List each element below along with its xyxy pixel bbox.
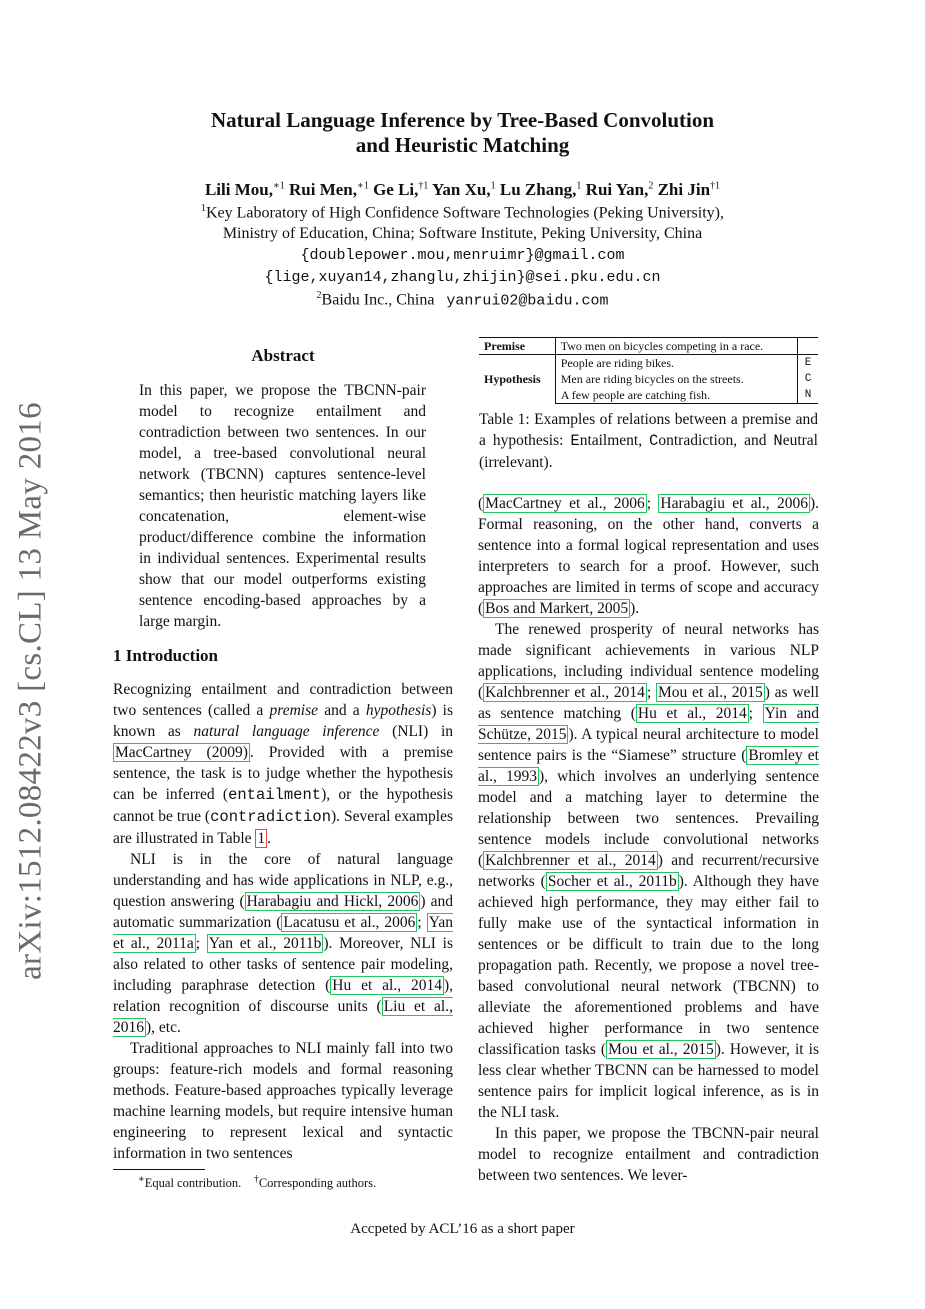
citation-link[interactable]: Lacatusu et al., 2006 bbox=[283, 914, 416, 931]
table-caption: Table 1: Examples of relations between a premise and a hypothesis: Entailment, Contradiction, and Neutral (irrelevant). bbox=[479, 411, 818, 471]
table-reference-link[interactable]: 1 bbox=[257, 830, 266, 847]
right-column-body bbox=[478, 493, 819, 1186]
premise-cell: Two men on bicycles competing in a race. bbox=[555, 338, 797, 355]
author: Lili Mou,$^{∗1}$ bbox=[204, 180, 285, 199]
citation-link[interactable]: Yan et al., 2011b bbox=[208, 935, 322, 952]
citation-link[interactable]: Harabagiu and Hickl, 2006 bbox=[246, 893, 419, 910]
paragraph: The renewed prosperity of neural networks has made significant achievements in various NLP applications, including individual sentence modeling ( Kalchbrenner et al., 2014 ; Mou et al., 2015 ) as well as sentence matching ( Hu et al., 2014 ; Yin and Schütze, 2015 ). A typical neural architecture to model sentence pairs is the “Siamese” structure ( Bromley et al., 1993 ), which involves an underlying sentence model and a matching layer to determine the relationship between two sentences. Prevailing sentence models include convolutional networks ( Kalchbrenner et al., 2014 ) and recurrent/recursive networks ( Socher et al., 2011b ). Although they have achieved high performance, they may either fail to fully make use of the syntactical information in sentences or be difficult to train due to the long propagation path. Recently, we propose a novel tree-based convolutional neural network (TBCNN) to alleviate the aforementioned problems and have achieved higher performance in two sentence classification tasks ( Mou et al., 2015 ). However, it is less clear whether TBCNN can be harnessed to model sentence pairs for implicit logical inference, as is in the NLI task. bbox=[478, 621, 820, 1121]
author: Zhi Jin$^{\dagger 1}$ bbox=[657, 180, 721, 199]
email-line-2: {lige,xuyan14,zhanglu,zhijin}@sei.pku.edu.cn bbox=[264, 269, 661, 286]
paper-title bbox=[0, 108, 925, 158]
citation-link[interactable]: MacCartney et al., 2006 bbox=[485, 495, 645, 512]
arxiv-stamp-text: arXiv:1512.08422v3 [cs.CL] 13 May 2016 bbox=[12, 401, 49, 980]
citation-link[interactable]: MacCartney (2009) bbox=[115, 744, 248, 761]
footnote: ∗Equal contribution. †Corresponding authors. bbox=[138, 1174, 377, 1191]
email-line-1: {doublepower.mou,menruimr}@gmail.com bbox=[300, 247, 625, 264]
affiliation-line-1: $^1$Key Laboratory of High Confidence Software Technologies (Peking University), bbox=[200, 203, 724, 222]
author-list bbox=[0, 180, 925, 200]
hypothesis-label: Hypothesis bbox=[479, 355, 555, 404]
citation-link[interactable]: Hu et al., 2014 bbox=[637, 705, 747, 722]
title-line-2: and Heuristic Matching bbox=[355, 133, 570, 157]
footnote-rule bbox=[113, 1169, 205, 1170]
affiliation-line-3: $^2$Baidu Inc., China yanrui02@baidu.com bbox=[316, 290, 609, 310]
citation-link[interactable]: Yan et al., 2011a bbox=[113, 914, 453, 952]
title-line-1: Natural Language Inference by Tree-Based Convolution bbox=[210, 108, 715, 132]
citation-link[interactable]: Kalchbrenner et al., 2014 bbox=[485, 852, 656, 869]
author: Rui Yan,$^2$ bbox=[585, 180, 654, 199]
author: Lu Zhang,$^1$ bbox=[499, 180, 582, 199]
abstract-heading: Abstract bbox=[251, 346, 315, 365]
arxiv-stamp bbox=[2, 398, 60, 983]
relation-code: E bbox=[798, 355, 819, 372]
paragraph: Recognizing entailment and contradiction between two sentences (called a premise and a hypothesis) is known as natural language inference (NLI) in MacCartney (2009) . Provided with a premise sentence, the task is to judge whether the hypothesis can be inferred (entailment), or the hypothesis cannot be true (contradiction). Several examples are illustrated in Table 1 . bbox=[113, 681, 454, 847]
paragraph: ( MacCartney et al., 2006 ; Harabagiu et al., 2006 ). Formal reasoning, on the other hand, converts a sentence into a formal logical representation and uses interpreters to search for a proof. However, such approaches are limited in terms of scope and accuracy ( Bos and Markert, 2005 ). bbox=[478, 495, 819, 617]
hypothesis-cell: Men are riding bicycles on the streets. bbox=[560, 372, 744, 386]
hypothesis-cell: People are riding bikes. bbox=[560, 356, 675, 370]
abstract-text: In this paper, we propose the TBCNN-pair model to recognize entailment and contradiction between two sentences. In our model, a tree-based convolutional neural network (TBCNN) captures sentence-level semantics; then heuristic matching layers like concatenation, element-wise product/difference combine the information in individual sentences. Experimental results show that our model outperforms existing sentence encoding-based approaches by a large margin. bbox=[139, 382, 426, 630]
relation-code: C bbox=[798, 371, 819, 387]
affiliation-line-2: Ministry of Education, China; Software Institute, Peking University, China bbox=[222, 225, 703, 242]
relation-code: N bbox=[798, 387, 819, 404]
page-footer: Accpeted by ACL’16 as a short paper bbox=[350, 1221, 575, 1237]
section-heading-introduction: 1 Introduction bbox=[113, 646, 219, 665]
citation-link[interactable]: Harabagiu et al., 2006 bbox=[660, 495, 808, 512]
citation-link[interactable]: Mou et al., 2015 bbox=[658, 684, 763, 701]
introduction-body bbox=[113, 679, 453, 1164]
paragraph: NLI is in the core of natural language understanding and has wide applications in NLP, e.g., question answering ( Harabagiu and Hickl, 2006 ) and automatic summarization ( Lacatusu et al., 2006 ; Yan et al., 2011a ; Yan et al., 2011b ). Moreover, NLI is also related to other tasks of sentence pair modeling, including paraphrase detection ( Hu et al., 2014 ), relation recognition of discourse units ( Liu et al., 2016 ), etc. bbox=[113, 851, 454, 1036]
hypothesis-cell: A few people are catching fish. bbox=[555, 387, 797, 404]
citation-link[interactable]: Liu et al., 2016 bbox=[113, 998, 453, 1036]
citation-link[interactable]: Bromley et al., 1993 bbox=[478, 747, 819, 785]
paragraph: In this paper, we propose the TBCNN-pair neural model to recognize entailment and contradiction between two sentences. We lever- bbox=[478, 1125, 819, 1184]
citation-link[interactable]: Yin and Schütze, 2015 bbox=[478, 705, 820, 743]
citation-link[interactable]: Mou et al., 2015 bbox=[608, 1041, 714, 1058]
citation-link[interactable]: Hu et al., 2014 bbox=[332, 977, 442, 994]
author: Ge Li,$^{\dagger 1}$ bbox=[373, 180, 429, 199]
table-row bbox=[479, 355, 818, 372]
citation-link[interactable]: Bos and Markert, 2005 bbox=[485, 600, 629, 617]
paragraph: Traditional approaches to NLI mainly fall into two groups: feature-rich models and formal reasoning methods. Feature-based approaches typically leverage machine learning models, but require intensive human engineering to represent lexical and syntactic information in two sentences bbox=[113, 1040, 453, 1162]
citation-link[interactable]: Socher et al., 2011b bbox=[547, 873, 677, 890]
author: Yan Xu,$^1$ bbox=[432, 180, 496, 199]
citation-link[interactable]: Kalchbrenner et al., 2014 bbox=[485, 684, 645, 701]
table-row bbox=[479, 338, 818, 355]
examples-table bbox=[479, 337, 818, 404]
premise-label: Premise bbox=[479, 338, 555, 355]
author: Rui Men,$^{∗1}$ bbox=[289, 180, 369, 199]
